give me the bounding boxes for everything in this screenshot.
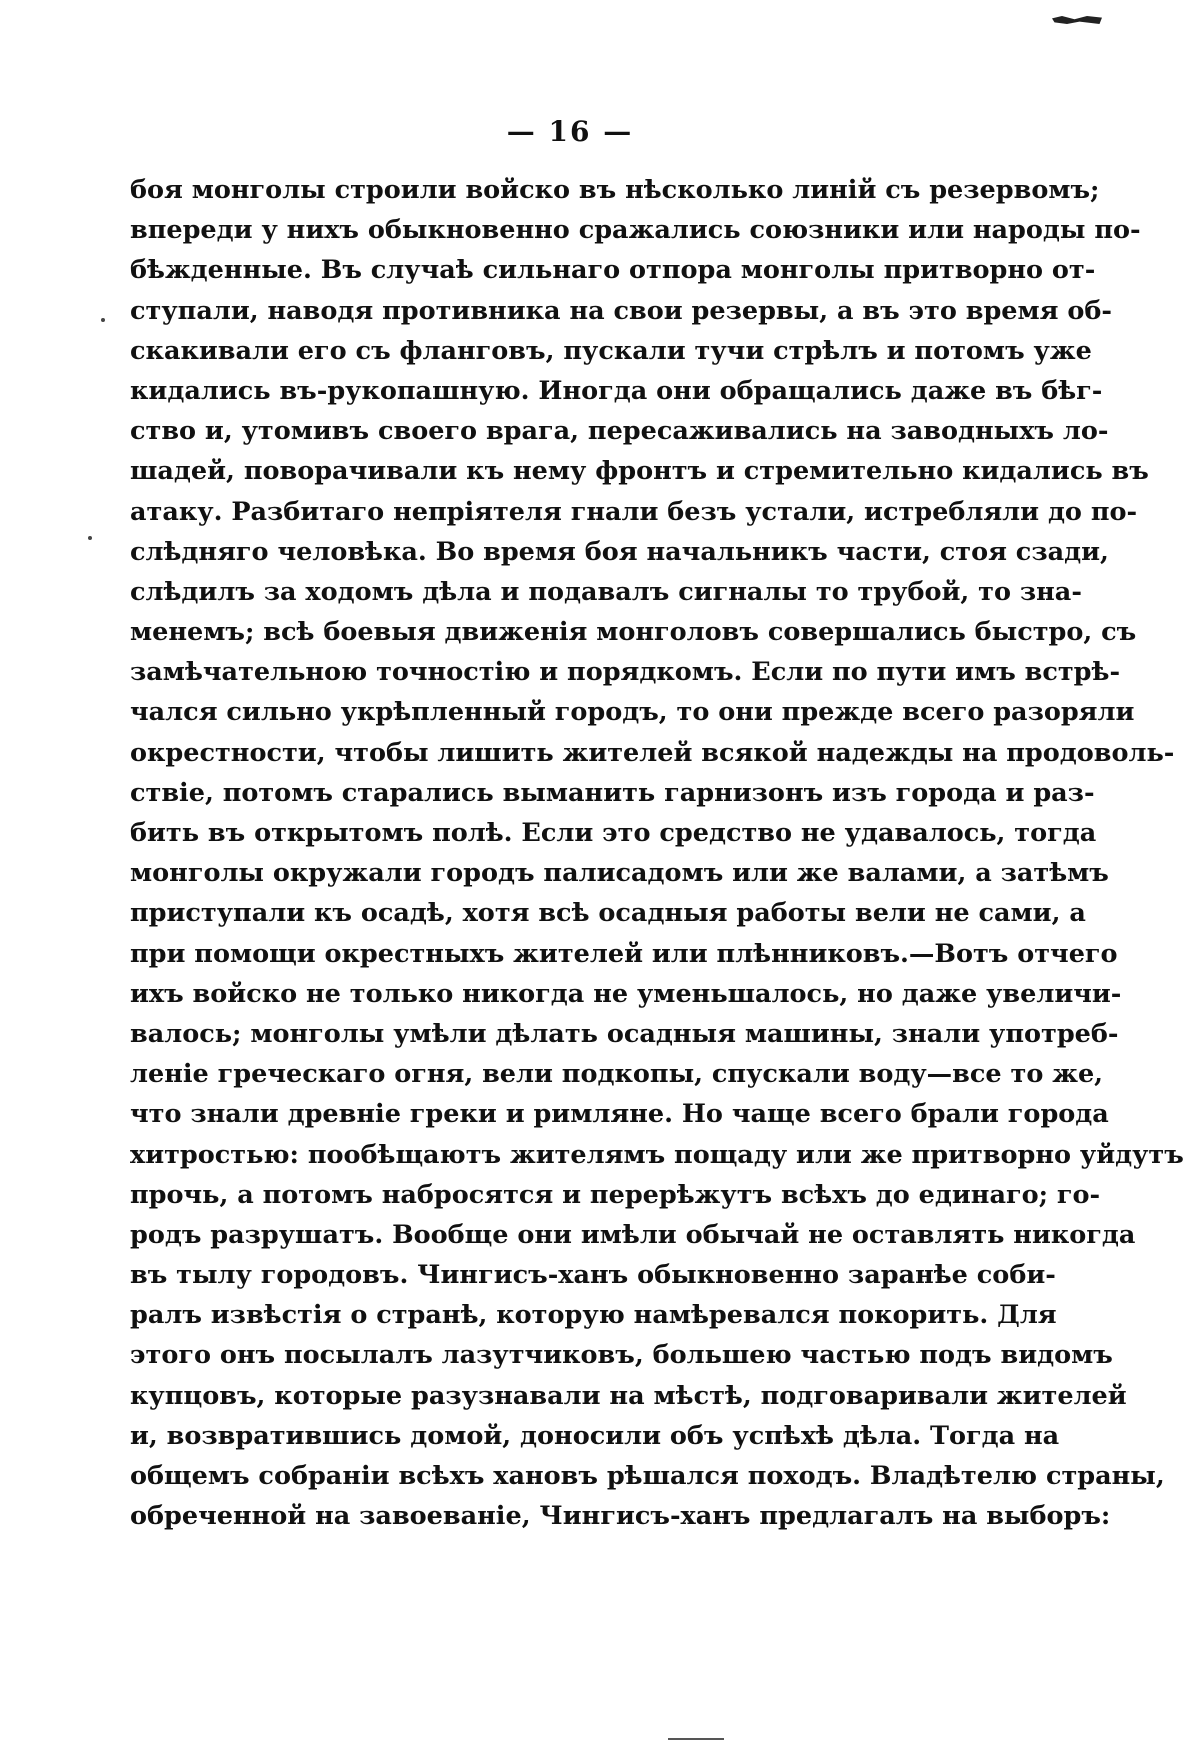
text-line: ство и, утомивъ своего врага, пересаживались на заводныхъ ло-	[130, 416, 1109, 447]
text-line: приступали къ осадѣ, хотя всѣ осадныя работы вели не сами, а	[130, 898, 1086, 929]
text-line: впереди у нихъ обыкновенно сражались союзники или народы по-	[130, 215, 1141, 246]
text-line: при помощи окрестныхъ жителей или плѣнниковъ.—Вотъ отчего	[130, 938, 1118, 969]
text-line: скакивали его съ фланговъ, пускали тучи стрѣлъ и потомъ уже	[130, 335, 1092, 366]
text-line: ступали, наводя противника на свои резервы, а въ это время об-	[130, 295, 1112, 326]
text-line: ралъ извѣстія о странѣ, которую намѣревался покорить. Для	[130, 1300, 1057, 1331]
text-line: атаку. Разбитаго непріятеля гнали безъ устали, истребляли до по-	[130, 496, 1138, 527]
text-line: валось; монголы умѣли дѣлать осадныя машины, знали употреб-	[130, 1018, 1119, 1049]
text-line: шадей, поворачивали къ нему фронтъ и стремительно кидались въ	[130, 456, 1149, 487]
text-line: бѣжденные. Въ случаѣ сильнаго отпора монголы притворно от-	[130, 255, 1096, 286]
text-line: прочь, а потомъ набросятся и перерѣжутъ всѣхъ до единаго; го-	[130, 1179, 1101, 1210]
page-number: — 16 —	[506, 115, 634, 148]
text-line: слѣдилъ за ходомъ дѣла и подавалъ сигналы то трубой, то зна-	[130, 576, 1082, 607]
text-line: ствіе, потомъ старались выманить гарнизонъ изъ города и раз-	[130, 777, 1095, 808]
body-text	[130, 170, 1184, 1536]
text-line: замѣчательною точностію и порядкомъ. Если по пути имъ встрѣ-	[130, 657, 1121, 688]
text-line: родъ разрушатъ. Вообще они имѣли обычай не оставлять никогда	[130, 1219, 1136, 1250]
text-line: чался сильно укрѣпленный городъ, то они прежде всего разоряли	[130, 697, 1135, 728]
bottom-rule	[668, 1738, 724, 1740]
text-line: бить въ открытомъ полѣ. Если это средство не удавалось, тогда	[130, 818, 1097, 848]
margin-speck	[101, 318, 105, 322]
text-line: монголы окружали городъ палисадомъ или же валами, а затѣмъ	[130, 858, 1109, 889]
margin-speck	[88, 536, 92, 540]
text-line: и, возвратившись домой, доносили объ успѣхѣ дѣла. Тогда на	[130, 1420, 1060, 1451]
text-line: обреченной на завоеваніе, Чингисъ-ханъ предлагалъ на выборъ:	[130, 1501, 1111, 1532]
text-line: хитростью: пообѣщаютъ жителямъ пощаду или же притворно уйдутъ	[130, 1139, 1184, 1170]
text-line: леніе греческаго огня, вели подкопы, спускали воду—все то же,	[130, 1059, 1104, 1090]
text-line: ихъ войско не только никогда не уменьшалось, но даже увеличи-	[130, 978, 1122, 1009]
corner-ink-mark	[1052, 16, 1102, 24]
text-line: что знали древніе греки и римляне. Но чаще всего брали города	[130, 1099, 1109, 1130]
text-line: общемъ собраніи всѣхъ хановъ рѣшался походъ. Владѣтелю страны,	[130, 1461, 1165, 1491]
text-line: купцовъ, которые разузнавали на мѣстѣ, подговаривали жителей	[130, 1380, 1127, 1411]
text-line: слѣдняго человѣка. Во время боя начальникъ части, стоя сзади,	[130, 536, 1109, 567]
text-line: кидались въ-рукопашную. Иногда они обращались даже въ бѣг-	[130, 375, 1103, 406]
text-line: окрестности, чтобы лишить жителей всякой надежды на продоволь-	[130, 737, 1175, 768]
text-line: боя монголы строили войско въ нѣсколько линій съ резервомъ;	[130, 175, 1100, 205]
text-line: этого онъ посылалъ лазутчиковъ, большею частью подъ видомъ	[130, 1340, 1113, 1371]
text-line: менемъ; всѣ боевыя движенія монголовъ совершались быстро, съ	[130, 617, 1137, 648]
text-line: въ тылу городовъ. Чингисъ-ханъ обыкновенно заранѣе соби-	[130, 1260, 1056, 1291]
